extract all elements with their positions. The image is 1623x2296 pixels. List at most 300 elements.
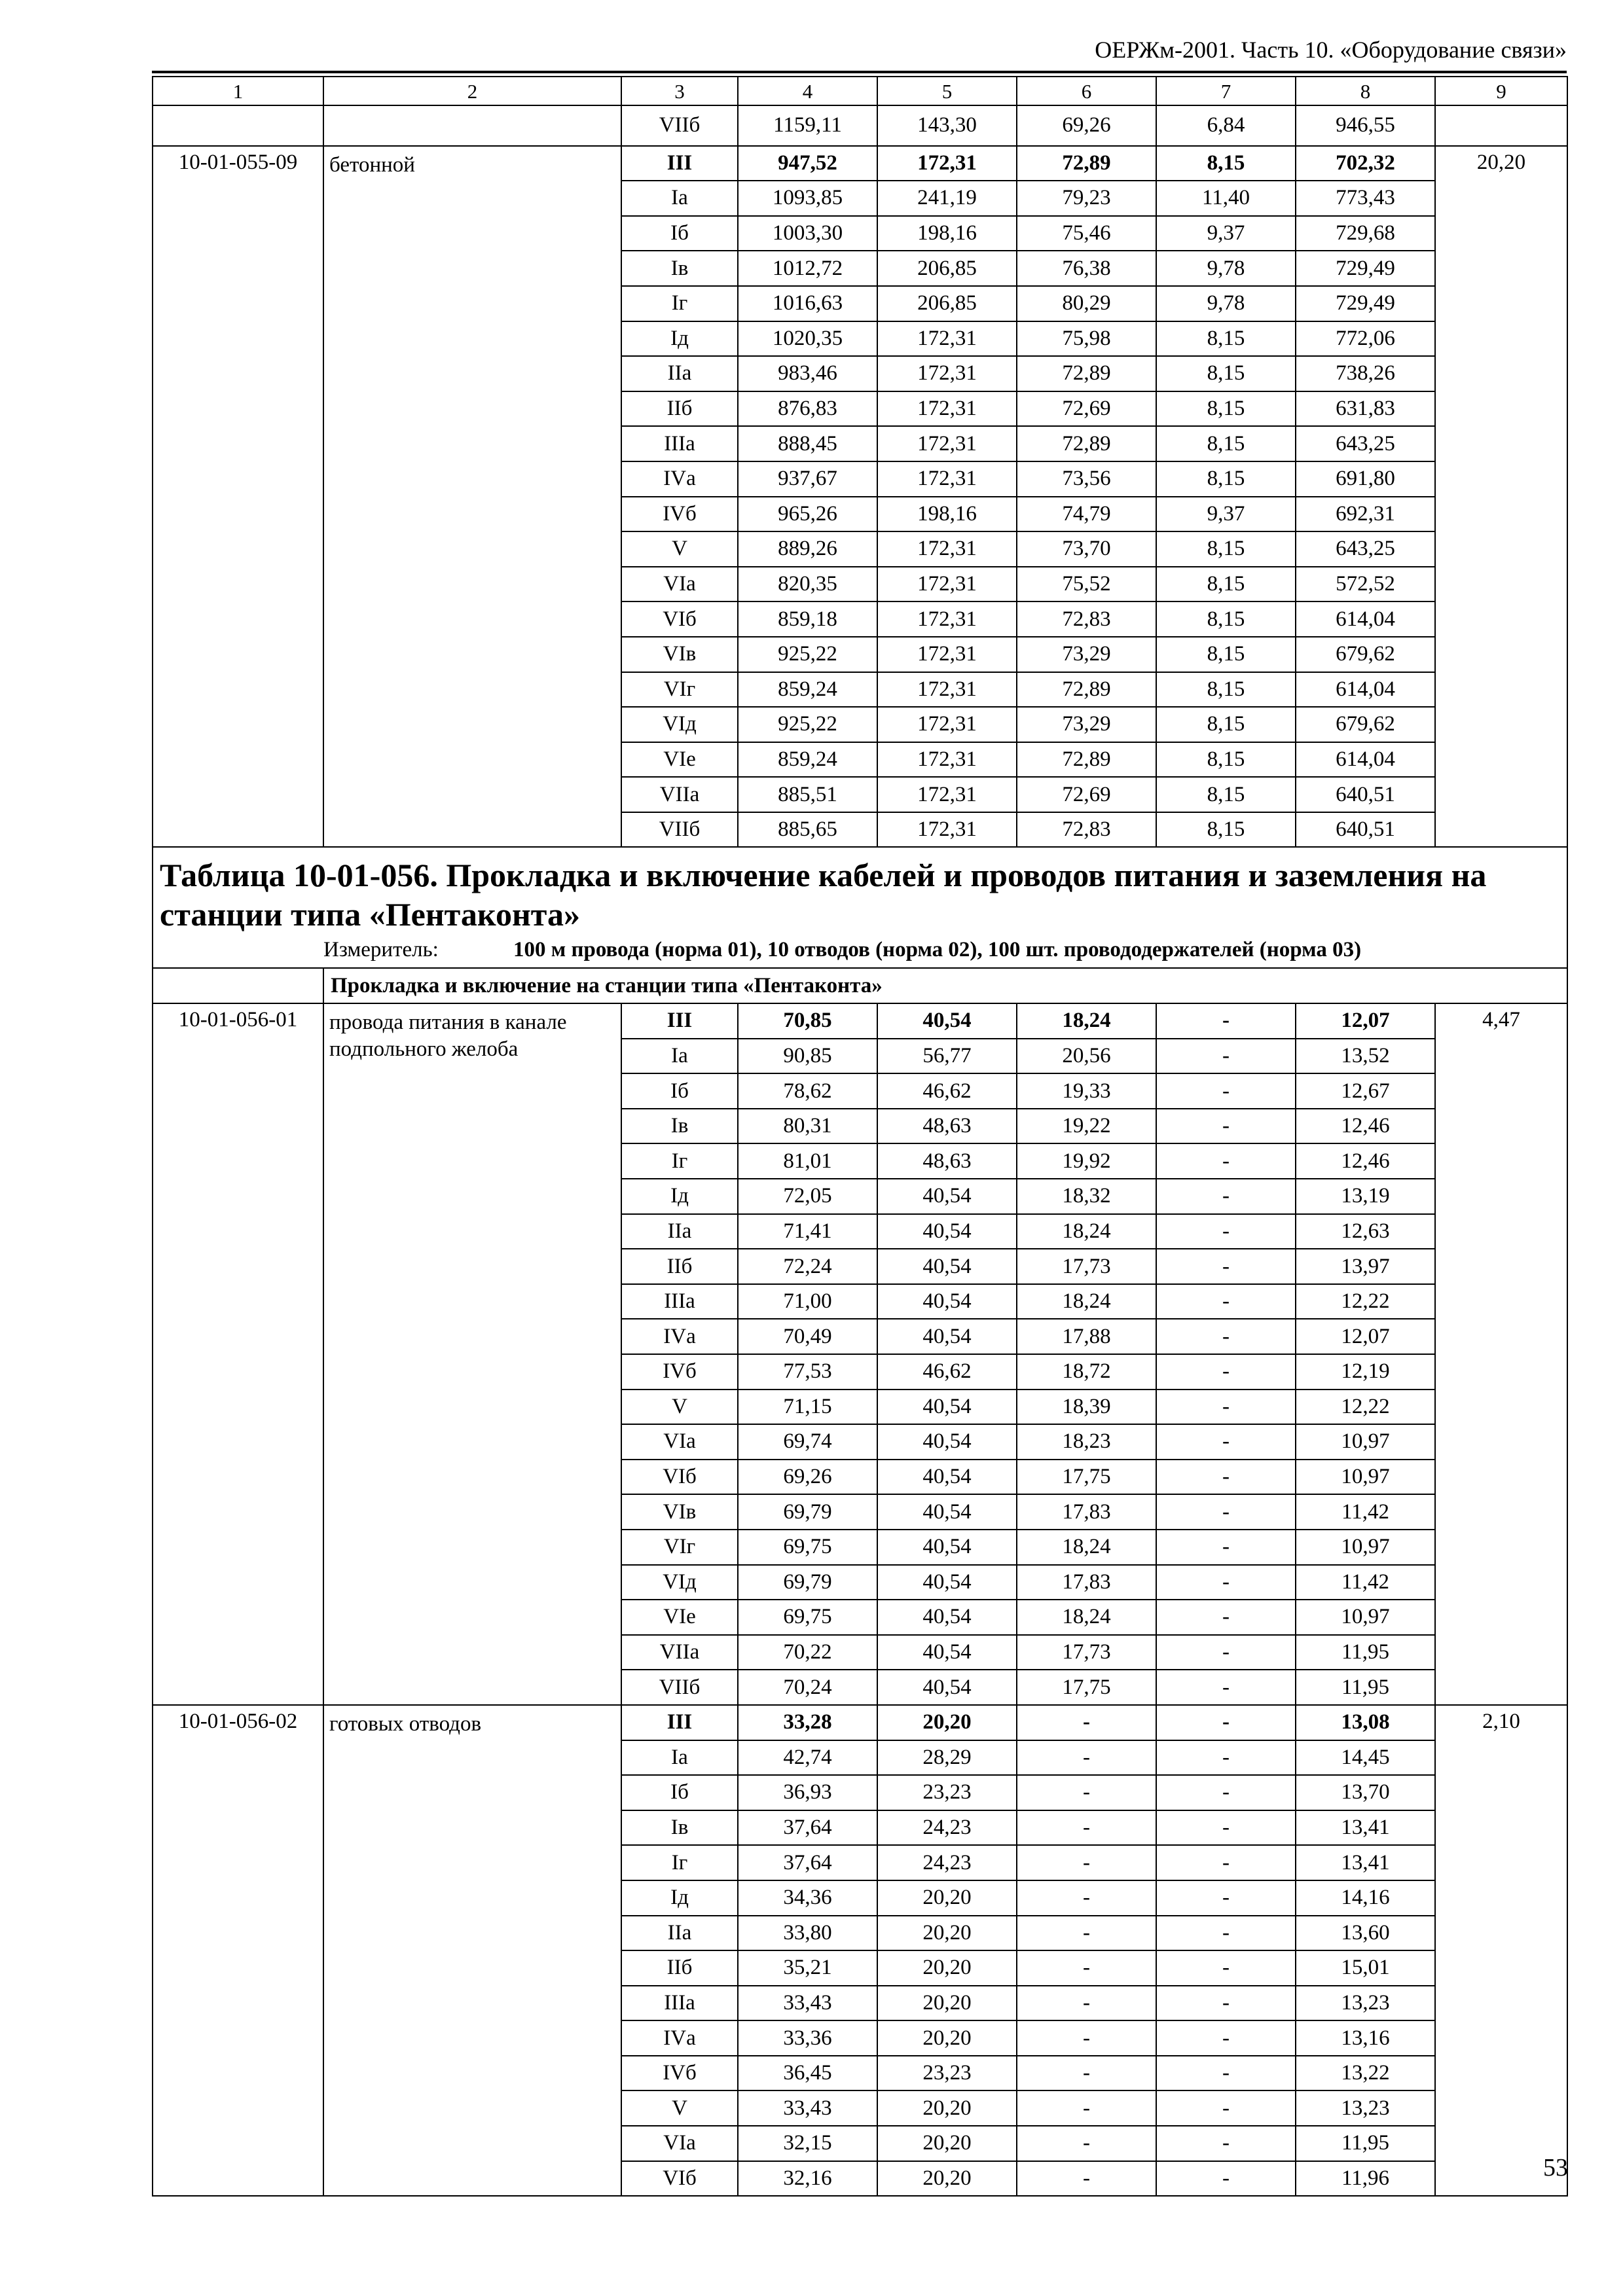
column-number: 5: [877, 77, 1017, 105]
value-cell: 859,24: [738, 672, 877, 708]
value-cell: 8,15: [1156, 707, 1296, 742]
zone-cell: V: [621, 2090, 738, 2126]
zone-cell: Iд: [621, 1880, 738, 1916]
value-cell: 965,26: [738, 497, 877, 532]
value-cell: 42,74: [738, 1740, 877, 1776]
zone-cell: Iг: [621, 1845, 738, 1880]
value-cell: 172,31: [877, 777, 1017, 812]
value-cell: -: [1156, 1424, 1296, 1460]
value-cell: 75,52: [1017, 567, 1156, 602]
value-cell: 143,30: [877, 105, 1017, 146]
value-cell: 18,24: [1017, 1600, 1156, 1635]
value-cell: -: [1156, 1179, 1296, 1214]
zone-cell: VIв: [621, 1494, 738, 1530]
value-cell: -: [1156, 1775, 1296, 1810]
zone-cell: IIIа: [621, 1986, 738, 2021]
value-cell: 13,22: [1296, 2056, 1435, 2091]
value-cell: 925,22: [738, 707, 877, 742]
value-cell: 72,83: [1017, 601, 1156, 637]
value-cell: 572,52: [1296, 567, 1435, 602]
measure-value: 100 м провода (норма 01), 10 отводов (норма 02), 100 шт. провододержателей (норма 03): [513, 938, 1362, 962]
value-cell: -: [1156, 2020, 1296, 2056]
value-cell: 691,80: [1296, 461, 1435, 497]
value-cell: -: [1156, 1284, 1296, 1319]
value-cell: 925,22: [738, 637, 877, 672]
zone-cell: V: [621, 531, 738, 567]
value-cell: -: [1156, 2090, 1296, 2126]
zone-cell: VIб: [621, 1460, 738, 1495]
value-cell: 12,22: [1296, 1284, 1435, 1319]
value-cell: 1003,30: [738, 216, 877, 251]
value-cell: 8,15: [1156, 391, 1296, 427]
column-number: 8: [1296, 77, 1435, 105]
value-cell: -: [1017, 2126, 1156, 2161]
value-cell: 17,73: [1017, 1249, 1156, 1284]
zone-cell: VIа: [621, 2126, 738, 2161]
value-cell: 37,64: [738, 1845, 877, 1880]
zone-cell: IVб: [621, 497, 738, 532]
zone-cell: IVа: [621, 461, 738, 497]
value-cell: 888,45: [738, 426, 877, 461]
value-cell: 983,46: [738, 356, 877, 391]
value-cell: 76,38: [1017, 251, 1156, 286]
zone-cell: Iа: [621, 1039, 738, 1074]
value-cell: -: [1156, 1986, 1296, 2021]
zone-cell: Iд: [621, 1179, 738, 1214]
value-cell: 10,97: [1296, 1424, 1435, 1460]
value-cell: 11,95: [1296, 1635, 1435, 1670]
value-cell: 33,28: [738, 1705, 877, 1740]
value-cell: 48,63: [877, 1143, 1017, 1179]
value-cell: 69,74: [738, 1424, 877, 1460]
value-cell: 206,85: [877, 251, 1017, 286]
value-cell: 820,35: [738, 567, 877, 602]
zone-cell: Iг: [621, 1143, 738, 1179]
value-cell: 10,97: [1296, 1460, 1435, 1495]
value-cell: 70,49: [738, 1319, 877, 1354]
column-number: 2: [323, 77, 621, 105]
value-cell: 172,31: [877, 146, 1017, 181]
value-cell: -: [1156, 2161, 1296, 2197]
zone-cell: Iг: [621, 286, 738, 321]
value-cell: 679,62: [1296, 707, 1435, 742]
value-cell: 80,29: [1017, 286, 1156, 321]
value-cell: 172,31: [877, 601, 1017, 637]
zone-cell: Iа: [621, 181, 738, 216]
value-cell: 17,88: [1017, 1319, 1156, 1354]
section-spacer: [153, 968, 323, 1003]
value-cell: 20,56: [1017, 1039, 1156, 1074]
value-cell: 241,19: [877, 181, 1017, 216]
value-cell: -: [1156, 1109, 1296, 1144]
value-cell: 15,01: [1296, 1950, 1435, 1986]
value-cell: -: [1156, 1950, 1296, 1986]
value-cell: 46,62: [877, 1073, 1017, 1109]
value-cell: 679,62: [1296, 637, 1435, 672]
value-cell: 198,16: [877, 497, 1017, 532]
page-number: 53: [1543, 2154, 1568, 2181]
value-cell: 72,89: [1017, 426, 1156, 461]
value-cell: -: [1017, 2020, 1156, 2056]
rates-table: [152, 76, 1568, 2197]
value-cell: -: [1017, 2090, 1156, 2126]
value-cell: 48,63: [877, 1109, 1017, 1144]
zone-cell: IIб: [621, 391, 738, 427]
zone-cell: IIб: [621, 1950, 738, 1986]
value-cell: 172,31: [877, 356, 1017, 391]
zone-cell: VIIб: [621, 105, 738, 146]
value-cell: -: [1156, 1530, 1296, 1565]
value-cell: 206,85: [877, 286, 1017, 321]
value-cell: 643,25: [1296, 426, 1435, 461]
zone-cell: Iд: [621, 321, 738, 357]
zone-cell: Iв: [621, 1810, 738, 1846]
value-cell: 172,31: [877, 742, 1017, 778]
value-cell: 8,15: [1156, 637, 1296, 672]
value-cell: 20,20: [877, 1950, 1017, 1986]
value-cell: 172,31: [877, 461, 1017, 497]
value-cell: 876,83: [738, 391, 877, 427]
value-cell: 859,24: [738, 742, 877, 778]
value-cell: -: [1017, 1916, 1156, 1951]
value-cell: 20,20: [877, 2090, 1017, 2126]
value-cell: 8,15: [1156, 601, 1296, 637]
column-number: 3: [621, 77, 738, 105]
value-cell: 70,22: [738, 1635, 877, 1670]
zone-cell: Iб: [621, 216, 738, 251]
value-cell: 73,29: [1017, 637, 1156, 672]
value-cell: 20,20: [877, 1916, 1017, 1951]
value-cell: 729,49: [1296, 286, 1435, 321]
value-cell: -: [1156, 1880, 1296, 1916]
value-cell: 33,36: [738, 2020, 877, 2056]
rate-description: бетонной: [323, 146, 621, 848]
value-cell: 13,70: [1296, 1775, 1435, 1810]
value-cell: 702,32: [1296, 146, 1435, 181]
value-cell: 18,24: [1017, 1003, 1156, 1039]
value-cell: 24,23: [877, 1845, 1017, 1880]
value-cell: -: [1156, 1354, 1296, 1390]
value-cell: 70,24: [738, 1670, 877, 1705]
zone-cell: VIв: [621, 637, 738, 672]
zone-cell: VIIа: [621, 1635, 738, 1670]
value-cell: 37,64: [738, 1810, 877, 1846]
value-cell: 40,54: [877, 1390, 1017, 1425]
value-cell: 71,15: [738, 1390, 877, 1425]
value-cell: 35,21: [738, 1950, 877, 1986]
value-cell: 19,92: [1017, 1143, 1156, 1179]
value-cell: -: [1156, 2056, 1296, 2091]
value-cell: 40,54: [877, 1214, 1017, 1249]
value-cell: 72,89: [1017, 742, 1156, 778]
value-cell: 40,54: [877, 1670, 1017, 1705]
value-cell: 69,75: [738, 1530, 877, 1565]
value-cell: -: [1156, 1600, 1296, 1635]
value-cell: 10,97: [1296, 1530, 1435, 1565]
value-cell: 937,67: [738, 461, 877, 497]
value-cell: -: [1156, 1916, 1296, 1951]
value-cell: 81,01: [738, 1143, 877, 1179]
value-cell: 72,69: [1017, 391, 1156, 427]
column-number: 4: [738, 77, 877, 105]
rate-description: провода питания в канале подпольного желоба: [323, 1003, 621, 1705]
value-cell: 33,43: [738, 1986, 877, 2021]
value-cell: 640,51: [1296, 812, 1435, 848]
value-cell: 46,62: [877, 1354, 1017, 1390]
value-cell: -: [1017, 1810, 1156, 1846]
value-cell: 32,15: [738, 2126, 877, 2161]
value-cell: 40,54: [877, 1179, 1017, 1214]
value-cell: 72,24: [738, 1249, 877, 1284]
value-cell: 72,05: [738, 1179, 877, 1214]
column-number: 1: [153, 77, 323, 105]
value-cell: 11,42: [1296, 1565, 1435, 1600]
value-cell: 11,42: [1296, 1494, 1435, 1530]
value-cell: 13,41: [1296, 1845, 1435, 1880]
value-cell: 71,41: [738, 1214, 877, 1249]
value-cell: 20,20: [877, 2020, 1017, 2056]
value-cell: 12,67: [1296, 1073, 1435, 1109]
value-cell: 40,54: [877, 1530, 1017, 1565]
value-cell: 614,04: [1296, 672, 1435, 708]
material-price: 2,10: [1435, 1705, 1567, 2196]
value-cell: 40,54: [877, 1249, 1017, 1284]
value-cell: 172,31: [877, 321, 1017, 357]
value-cell: 69,26: [738, 1460, 877, 1495]
value-cell: 13,16: [1296, 2020, 1435, 2056]
value-cell: -: [1017, 1740, 1156, 1776]
page-header: ОЕРЖм-2001. Часть 10. «Оборудование связи»: [1095, 37, 1567, 63]
value-cell: 172,31: [877, 391, 1017, 427]
zone-cell: V: [621, 1390, 738, 1425]
material-price: 20,20: [1435, 146, 1567, 848]
value-cell: 40,54: [877, 1424, 1017, 1460]
zone-cell: IIб: [621, 1249, 738, 1284]
zone-cell: Iа: [621, 1740, 738, 1776]
value-cell: 23,23: [877, 1775, 1017, 1810]
value-cell: 614,04: [1296, 601, 1435, 637]
value-cell: 74,79: [1017, 497, 1156, 532]
value-cell: -: [1017, 1880, 1156, 1916]
value-cell: 8,15: [1156, 672, 1296, 708]
zone-cell: VIг: [621, 672, 738, 708]
value-cell: 40,54: [877, 1460, 1017, 1495]
value-cell: 10,97: [1296, 1600, 1435, 1635]
rate-code: 10-01-055-09: [153, 146, 323, 848]
zone-cell: Iв: [621, 251, 738, 286]
zone-cell: VIд: [621, 1565, 738, 1600]
value-cell: 11,95: [1296, 1670, 1435, 1705]
zone-cell: VIг: [621, 1530, 738, 1565]
value-cell: 24,23: [877, 1810, 1017, 1846]
value-cell: -: [1156, 1565, 1296, 1600]
value-cell: -: [1017, 2056, 1156, 2091]
rate-code: [153, 105, 323, 146]
value-cell: 72,89: [1017, 356, 1156, 391]
value-cell: 8,15: [1156, 531, 1296, 567]
value-cell: -: [1156, 1670, 1296, 1705]
value-cell: 28,29: [877, 1740, 1017, 1776]
value-cell: 1016,63: [738, 286, 877, 321]
value-cell: 172,31: [877, 812, 1017, 848]
value-cell: 172,31: [877, 567, 1017, 602]
value-cell: -: [1156, 1214, 1296, 1249]
value-cell: 729,49: [1296, 251, 1435, 286]
zone-cell: IIIа: [621, 426, 738, 461]
material-price: 4,47: [1435, 1003, 1567, 1705]
zone-cell: VIIа: [621, 777, 738, 812]
value-cell: 20,20: [877, 2126, 1017, 2161]
value-cell: 23,23: [877, 2056, 1017, 2091]
section-heading: Прокладка и включение на станции типа «Пентаконта»: [323, 968, 1567, 1003]
value-cell: 9,78: [1156, 251, 1296, 286]
value-cell: 13,08: [1296, 1705, 1435, 1740]
value-cell: 198,16: [877, 216, 1017, 251]
value-cell: 73,70: [1017, 531, 1156, 567]
value-cell: -: [1017, 1986, 1156, 2021]
material-price: [1435, 105, 1567, 146]
value-cell: 40,54: [877, 1635, 1017, 1670]
zone-cell: VIе: [621, 742, 738, 778]
value-cell: 40,54: [877, 1494, 1017, 1530]
section-row: [153, 968, 1567, 1003]
value-cell: 40,54: [877, 1600, 1017, 1635]
zone-cell: IIIа: [621, 1284, 738, 1319]
value-cell: -: [1156, 1319, 1296, 1354]
value-cell: 72,89: [1017, 672, 1156, 708]
value-cell: 69,79: [738, 1494, 877, 1530]
zone-cell: Iв: [621, 1109, 738, 1144]
value-cell: 8,15: [1156, 567, 1296, 602]
value-cell: 738,26: [1296, 356, 1435, 391]
value-cell: 36,93: [738, 1775, 877, 1810]
value-cell: 8,15: [1156, 812, 1296, 848]
value-cell: -: [1156, 1143, 1296, 1179]
value-cell: 19,22: [1017, 1109, 1156, 1144]
value-cell: 12,07: [1296, 1003, 1435, 1039]
column-number-row: [153, 77, 1567, 105]
value-cell: 643,25: [1296, 531, 1435, 567]
value-cell: 19,33: [1017, 1073, 1156, 1109]
value-cell: 18,32: [1017, 1179, 1156, 1214]
value-cell: 14,16: [1296, 1880, 1435, 1916]
value-cell: -: [1156, 1635, 1296, 1670]
value-cell: 13,52: [1296, 1039, 1435, 1074]
value-cell: 71,00: [738, 1284, 877, 1319]
value-cell: -: [1156, 1039, 1296, 1074]
value-cell: 729,68: [1296, 216, 1435, 251]
zone-cell: IVа: [621, 2020, 738, 2056]
value-cell: -: [1156, 2126, 1296, 2161]
value-cell: 12,07: [1296, 1319, 1435, 1354]
value-cell: 73,29: [1017, 707, 1156, 742]
value-cell: 8,15: [1156, 461, 1296, 497]
value-cell: -: [1017, 1950, 1156, 1986]
value-cell: 77,53: [738, 1354, 877, 1390]
value-cell: 6,84: [1156, 105, 1296, 146]
zone-cell: VIIб: [621, 1670, 738, 1705]
value-cell: 78,62: [738, 1073, 877, 1109]
value-cell: 8,15: [1156, 426, 1296, 461]
zone-cell: VIб: [621, 2161, 738, 2197]
value-cell: 889,26: [738, 531, 877, 567]
table-title-cell: [153, 847, 1567, 968]
value-cell: 692,31: [1296, 497, 1435, 532]
value-cell: 18,23: [1017, 1424, 1156, 1460]
zone-cell: Iб: [621, 1073, 738, 1109]
measure-line: [160, 939, 1560, 967]
value-cell: 75,46: [1017, 216, 1156, 251]
value-cell: 946,55: [1296, 105, 1435, 146]
zone-cell: VIд: [621, 707, 738, 742]
value-cell: 32,16: [738, 2161, 877, 2197]
rate-description: готовых отводов: [323, 1705, 621, 2196]
value-cell: 1093,85: [738, 181, 877, 216]
value-cell: 13,41: [1296, 1810, 1435, 1846]
value-cell: -: [1156, 1494, 1296, 1530]
value-cell: -: [1017, 2161, 1156, 2197]
column-number: 6: [1017, 77, 1156, 105]
value-cell: 18,24: [1017, 1214, 1156, 1249]
rate-description: [323, 105, 621, 146]
value-cell: 34,36: [738, 1880, 877, 1916]
value-cell: 772,06: [1296, 321, 1435, 357]
value-cell: 773,43: [1296, 181, 1435, 216]
value-cell: 8,15: [1156, 356, 1296, 391]
value-cell: 12,46: [1296, 1143, 1435, 1179]
value-cell: -: [1017, 1845, 1156, 1880]
value-cell: -: [1017, 1705, 1156, 1740]
value-cell: 1012,72: [738, 251, 877, 286]
value-cell: 69,75: [738, 1600, 877, 1635]
zone-cell: IVа: [621, 1319, 738, 1354]
value-cell: 9,78: [1156, 286, 1296, 321]
value-cell: 172,31: [877, 531, 1017, 567]
value-cell: 12,22: [1296, 1390, 1435, 1425]
value-cell: 11,96: [1296, 2161, 1435, 2197]
value-cell: 20,20: [877, 2161, 1017, 2197]
table-row: [153, 1705, 1567, 1740]
value-cell: -: [1017, 1775, 1156, 1810]
value-cell: 13,19: [1296, 1179, 1435, 1214]
value-cell: 18,24: [1017, 1284, 1156, 1319]
value-cell: 90,85: [738, 1039, 877, 1074]
value-cell: -: [1156, 1390, 1296, 1425]
value-cell: 947,52: [738, 146, 877, 181]
zone-cell: III: [621, 1705, 738, 1740]
table-title-row: [153, 847, 1567, 968]
table-row: [153, 105, 1567, 146]
value-cell: 885,51: [738, 777, 877, 812]
value-cell: 17,83: [1017, 1565, 1156, 1600]
value-cell: 172,31: [877, 426, 1017, 461]
zone-cell: VIа: [621, 1424, 738, 1460]
value-cell: 20,20: [877, 1880, 1017, 1916]
value-cell: -: [1156, 1845, 1296, 1880]
value-cell: 12,46: [1296, 1109, 1435, 1144]
value-cell: 20,20: [877, 1986, 1017, 2021]
value-cell: 33,43: [738, 2090, 877, 2126]
value-cell: 79,23: [1017, 181, 1156, 216]
table-row: [153, 1003, 1567, 1039]
measure-label: Измеритель:: [323, 938, 439, 962]
value-cell: 1020,35: [738, 321, 877, 357]
zone-cell: III: [621, 146, 738, 181]
zone-cell: VIб: [621, 601, 738, 637]
table-title: Таблица 10-01-056. Прокладка и включение кабелей и проводов питания и заземления на станции типа «Пентаконта»: [160, 857, 1487, 933]
value-cell: 18,39: [1017, 1390, 1156, 1425]
value-cell: 20,20: [877, 1705, 1017, 1740]
